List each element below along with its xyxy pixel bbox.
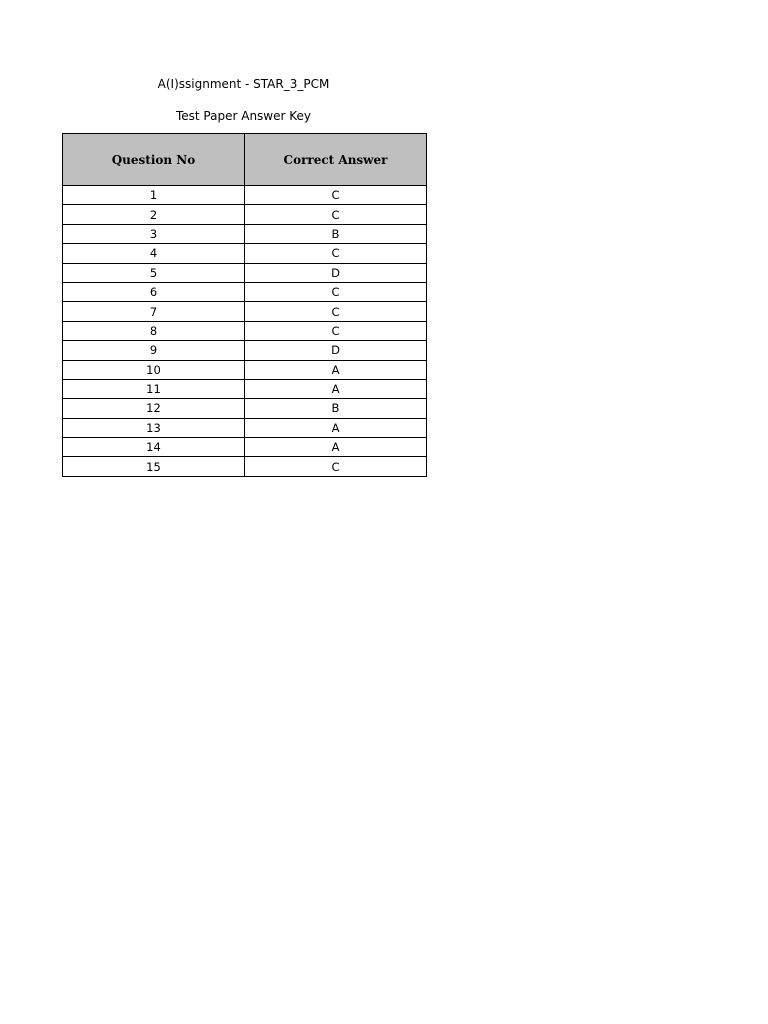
- answer-cell: C: [245, 321, 427, 340]
- question-number-cell: 4: [63, 244, 245, 263]
- answer-cell: C: [245, 244, 427, 263]
- answer-cell: A: [245, 360, 427, 379]
- question-number-cell: 11: [63, 379, 245, 398]
- table-row: [63, 341, 427, 360]
- answer-cell: B: [245, 224, 427, 243]
- header-row: [63, 134, 427, 186]
- table-row: [63, 438, 427, 457]
- document-subtitle: Test Paper Answer Key: [175, 109, 311, 123]
- answer-cell: D: [245, 341, 427, 360]
- answer-cell: A: [245, 438, 427, 457]
- question-number-cell: 1: [63, 186, 245, 205]
- question-number-cell: 13: [63, 418, 245, 437]
- question-number-cell: 10: [63, 360, 245, 379]
- answer-cell: C: [245, 457, 427, 476]
- answer-cell: C: [245, 186, 427, 205]
- table-row: [63, 321, 427, 340]
- question-number-cell: 15: [63, 457, 245, 476]
- question-number-cell: 8: [63, 321, 245, 340]
- answer-rows: [63, 186, 427, 477]
- document-title: A(I)ssignment - STAR_3_PCM: [157, 77, 330, 91]
- answer-cell: D: [245, 263, 427, 282]
- table-row: [63, 379, 427, 398]
- question-number-cell: 6: [63, 282, 245, 301]
- table-row: [63, 186, 427, 205]
- question-number-cell: 2: [63, 205, 245, 224]
- question-number-cell: 7: [63, 302, 245, 321]
- table-row: [63, 205, 427, 224]
- table-row: [63, 244, 427, 263]
- table-row: [63, 263, 427, 282]
- table-row: [63, 302, 427, 321]
- table-row: [63, 418, 427, 437]
- answer-cell: C: [245, 302, 427, 321]
- table-row: [63, 282, 427, 301]
- answer-cell: A: [245, 418, 427, 437]
- answer-cell: A: [245, 379, 427, 398]
- question-number-cell: 5: [63, 263, 245, 282]
- question-number-cell: 14: [63, 438, 245, 457]
- answer-cell: C: [245, 205, 427, 224]
- table-row: [63, 224, 427, 243]
- question-number-cell: 12: [63, 399, 245, 418]
- question-no-header: Question No: [63, 134, 245, 186]
- answer-key-table: [62, 133, 427, 477]
- answer-cell: B: [245, 399, 427, 418]
- table-row: [63, 399, 427, 418]
- answer-cell: C: [245, 282, 427, 301]
- correct-answer-header: Correct Answer: [245, 134, 427, 186]
- table-row: [63, 360, 427, 379]
- table-row: [63, 457, 427, 476]
- question-number-cell: 3: [63, 224, 245, 243]
- question-number-cell: 9: [63, 341, 245, 360]
